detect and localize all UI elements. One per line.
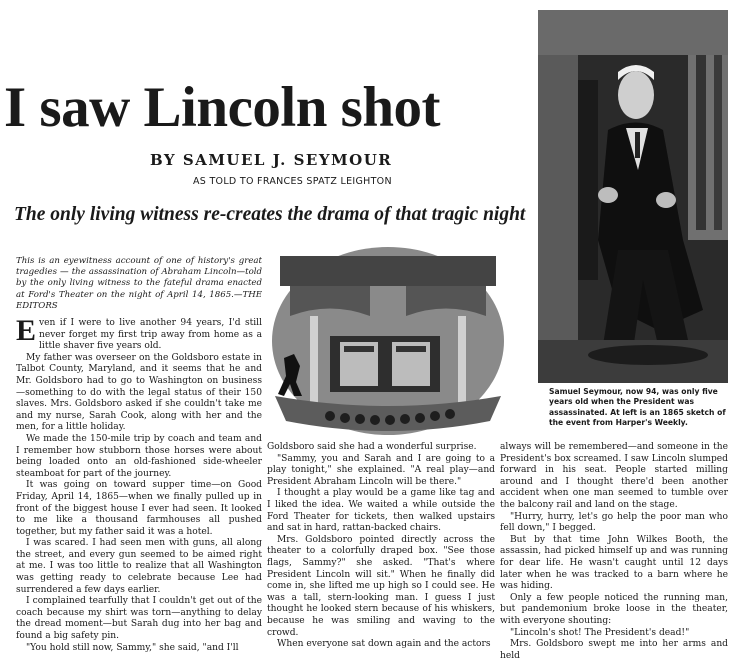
as-told-to: AS TOLD TO FRANCES SPATZ LEIGHTON (193, 176, 392, 187)
paragraph: "Hurry, hurry, let's go help the poor man who fell down," I begged. (500, 511, 728, 534)
photo-caption: Samuel Seymour, now 94, was only five years old when the President was assassinated. At left is an 1865 sketch of the event from Harper's Weekly. (549, 387, 726, 428)
paragraph: Mrs. Goldsboro pointed directly across the theater to a colorfully draped box. "See those flags, Sammy?" she asked. "That's where President Lincoln will sit." When he finally did come in, she lifted me up high so I could see. He was a tall, stern-looking man. I guess I just thought he looked stern because of his whiskers, because he was smiling and waving to the crowd. (267, 534, 495, 638)
harpers-weekly-sketch (270, 246, 506, 436)
subheadline: The only living witness re-creates the drama of that tragic night (14, 204, 526, 225)
paragraph: We made the 150-mile trip by coach and team and I remember how stubborn those horses were about being loaded onto an old-fashioned side-wheeler steamboat for part of the journey. (16, 433, 262, 479)
paragraph: Mrs. Goldsboro swept me into her arms and held (500, 639, 728, 661)
drop-cap: E (16, 314, 37, 347)
seymour-photo (538, 10, 728, 383)
paragraph: "Lincoln's shot! The President's dead!" (510, 627, 690, 638)
paragraph: "Sammy, you and Sarah and I are going to a play tonight," she explained. "A real play—and President Abraham Lincoln will be there." (267, 453, 495, 487)
paragraph: When everyone sat down again and the actors (277, 639, 491, 650)
paragraph: "You hold still now, Sammy," she said, "and I'll (26, 642, 239, 653)
paragraph: But by that time John Wilkes Booth, the assassin, had picked himself up and was running for dear life. He wasn't caught until 12 days later when he was tracked to a barn where he was hiding. (500, 534, 728, 592)
paragraph: It was going on toward supper time—on Good Friday, April 14, 1865—when we finally pulled up in front of the biggest house I ever had seen. It looked to me like a thousand farmhouses all pushed together, but my father said it was a hotel. (16, 480, 262, 537)
editors-intro: This is an eyewitness account of one of history's great tragedies — the assassination of Abraham Lincoln—told by the only living witness to the fateful drama enacted at Ford's Theater on the night of April 14, 1865.—THE EDITORS (16, 256, 262, 311)
article-column-1 (16, 314, 262, 653)
opening-text: ven if I were to live another 94 years, I'd still never forget my first trip away from home as a little shaver five years old. (39, 318, 262, 352)
paragraph: Goldsboro said she had a wonderful surprise. (267, 442, 477, 452)
headline: I saw Lincoln shot (4, 76, 441, 139)
article-column-3 (500, 442, 728, 661)
paragraph: I complained tearfully that I couldn't get out of the coach because my shirt was torn—anything to delay the dread moment—but Sarah dug into her bag and found a big safety pin. (16, 596, 262, 642)
article-column-2 (267, 442, 495, 650)
paragraph: I was scared. I had seen men with guns, all along the street, and every gun seemed to be aimed right at me. I was too little to realize that all Washington was getting ready to celebrate because Lee had surrendered a few days earlier. (16, 538, 262, 595)
byline: BY SAMUEL J. SEYMOUR (150, 151, 393, 169)
paragraph: Only a few people noticed the running man, but pandemonium broke loose in the theater, with everyone shouting: (500, 592, 728, 626)
paragraph: always will be remembered—and someone in the President's box screamed. I saw Lincoln slumped forward in his seat. People started milling around and I thought there'd been another accident when one man seemed to tumble over the balcony rail and land on the stage. (500, 442, 728, 510)
paragraph: My father was overseer on the Goldsboro estate in Talbot County, Maryland, and it seems that he and Mr. Goldsboro had to go to Washington on business—something to do with the legal status of their 150 slaves. Mrs. Goldsboro asked if she couldn't take me and my nurse, Sarah Cook, along with her and the men, for a little holiday. (16, 352, 262, 433)
paragraph: I thought a play would be a game like tag and I liked the idea. We waited a while outside the Ford Theater for tickets, then walked upstairs and sat in hard, rattan-backed chairs. (267, 488, 495, 534)
